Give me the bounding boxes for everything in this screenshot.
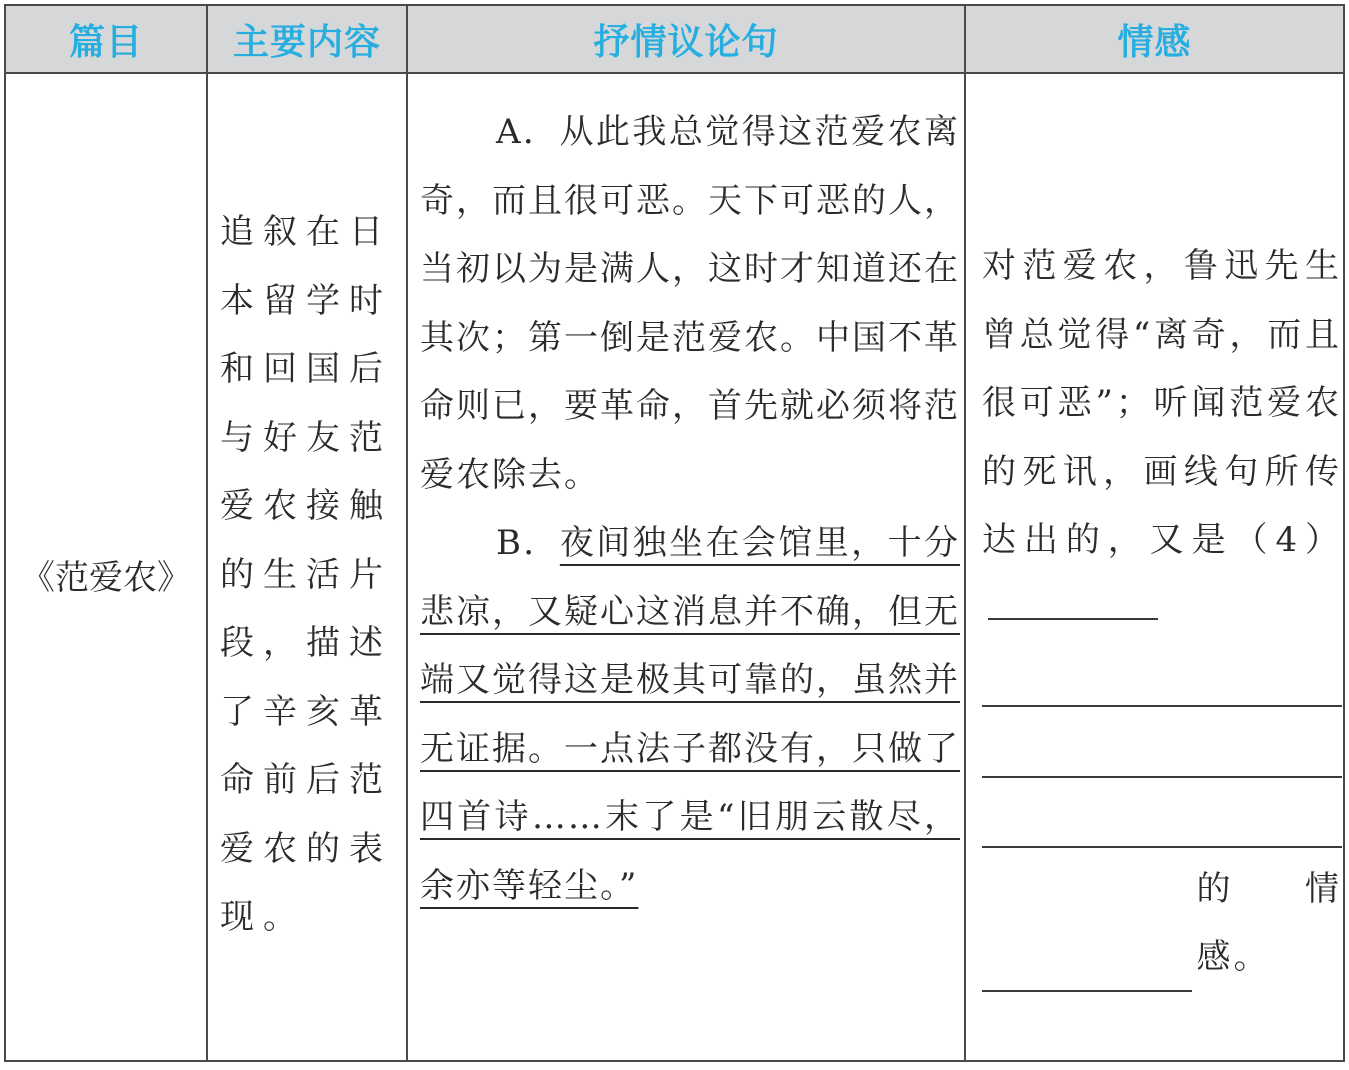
column-divider xyxy=(206,6,208,1060)
answer-last-row xyxy=(982,855,1342,992)
answer-blank[interactable] xyxy=(982,784,1342,848)
answer-blank[interactable] xyxy=(988,586,1158,620)
emotion-end: 的情感。 xyxy=(1196,868,1342,977)
header-content: 主要内容 xyxy=(232,21,381,63)
column-divider xyxy=(964,6,966,1060)
sentence-b xyxy=(420,509,960,920)
header-title: 篇目 xyxy=(68,21,143,63)
emotion-cell xyxy=(982,232,1342,992)
main-content: 追叙在日本留学时和回国后与好友范爱农接触的生活片段，描述了辛亥革命前后范爱农的表现。 xyxy=(220,212,392,937)
answer-blank[interactable] xyxy=(982,643,1342,707)
underlined-sentence: 夜间独坐在会馆里，十分悲凉，又疑心这消息并不确，但无端又觉得这是极其可靠的，虽然并无证据。一点法子都没有，只做了四首诗……末了是“旧朋云散尽，余亦等轻尘。” xyxy=(420,523,960,906)
header-sentences: 抒情议论句 xyxy=(593,21,779,63)
sentence-b-label: B． xyxy=(496,523,560,563)
answer-blank[interactable] xyxy=(982,950,1192,992)
article-title: 《范爱农》 xyxy=(21,557,191,598)
sentence-a: A．从此我总觉得这范爱农离奇，而且很可恶。天下可恶的人，当初以为是满人，这时才知道还在其次；第一倒是范爱农。中国不革命则已，要革命，首先就必须将范爱农除去。 xyxy=(420,112,960,495)
emotion-text: 对范爱农，鲁迅先生曾总觉得“离奇，而且很可恶”；听闻范爱农的死讯，画线句所传达出的，又是（4） xyxy=(982,246,1342,560)
sentences-cell xyxy=(420,98,960,920)
header-emotion: 情感 xyxy=(1117,21,1192,63)
answer-blank[interactable] xyxy=(982,714,1342,778)
comparison-table xyxy=(4,4,1345,1062)
column-divider xyxy=(406,6,408,1060)
